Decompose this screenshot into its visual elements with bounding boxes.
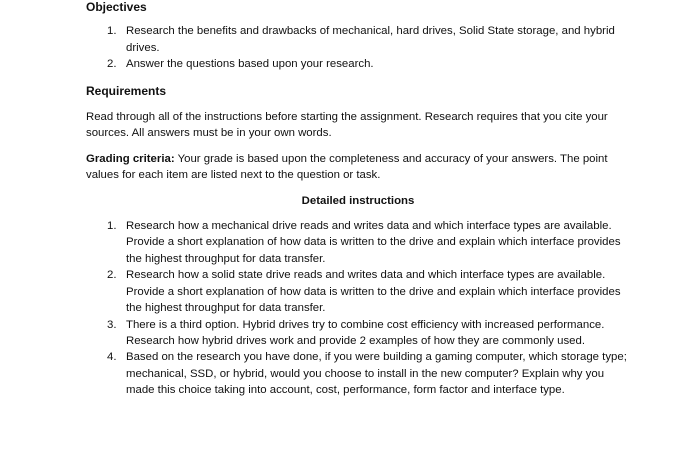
list-item-text: Research the benefits and drawbacks of mechanical, hard drives, Solid State storage, and hybrid drives. — [126, 25, 615, 54]
list-item-number: 2. — [107, 269, 117, 282]
requirements-paragraph: Read through all of the instructions before starting the assignment. Research requires that you cite your sources. All answers must be in your own words. — [86, 111, 608, 140]
objectives-list — [86, 23, 630, 72]
detailed-instructions-list — [86, 218, 630, 398]
grading-criteria-paragraph — [86, 151, 630, 184]
list-item-number: 1. — [107, 25, 117, 38]
list-item-text: Research how a mechanical drive reads and writes data and which interface types are available. Provide a short explanation of how data is written to the drive and explain which interface provides the highest throughput for data transfer. — [126, 220, 621, 265]
list-item — [86, 23, 630, 56]
grading-criteria-label: Grading criteria: — [86, 152, 175, 165]
list-item-number: 1. — [107, 220, 117, 233]
list-item-text: Research how a solid state drive reads and writes data and which interface types are available. Provide a short explanation of how data is written to the drive and explain which interface provides the highest throughput for data transfer. — [126, 269, 621, 315]
detailed-instructions-heading: Detailed instructions — [301, 194, 415, 207]
list-item-number: 3. — [107, 318, 117, 331]
grading-criteria-text: Your grade is based upon the completeness and accuracy of your answers. The point values for each item are listed next to the question or task. — [86, 152, 608, 182]
list-item — [86, 56, 630, 72]
list-item-text: Answer the questions based upon your research. — [126, 58, 374, 71]
objectives-heading: Objectives — [86, 0, 147, 14]
list-item-number: 4. — [107, 351, 117, 364]
requirements-heading: Requirements — [86, 83, 167, 98]
list-item — [86, 267, 630, 316]
list-item — [86, 317, 630, 350]
list-item — [86, 218, 630, 267]
list-item-number: 2. — [107, 58, 117, 71]
list-item-text: There is a third option. Hybrid drives try to combine cost efficiency with increased performance. Research how hybrid drives work and provide 2 examples of how they are commonly used. — [126, 318, 605, 347]
list-item — [86, 349, 630, 398]
list-item-text: Based on the research you have done, if you were building a gaming computer, which storage type; mechanical, SSD, or hybrid, would you choose to install in the new computer? Explain why you made this choice taking into account, cost, performance, form factor and interface type. — [126, 351, 627, 397]
